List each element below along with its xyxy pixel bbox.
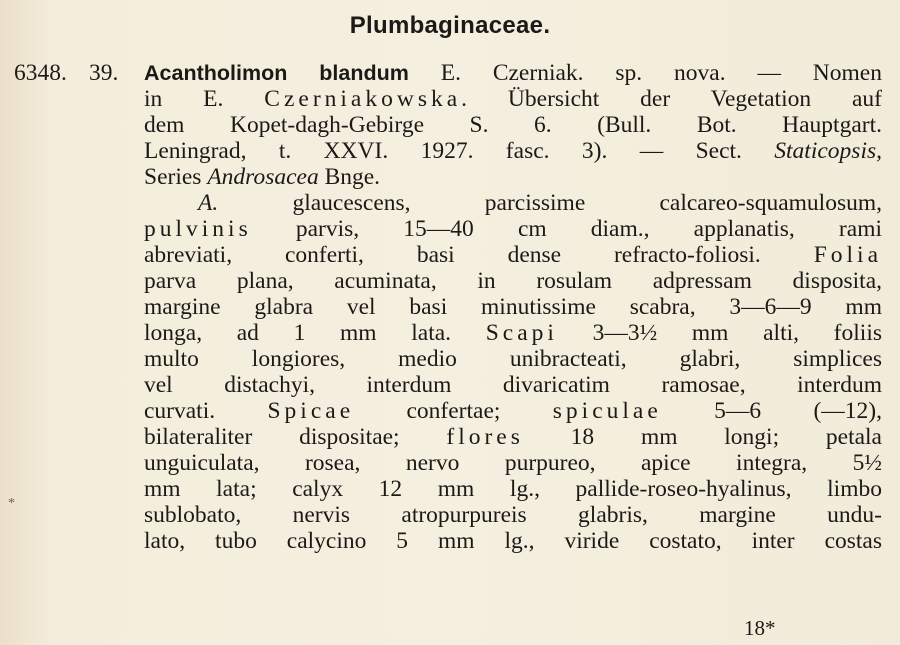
text-line-3: dem Kopet-dagh-Gebirge S. 6. (Bull. Bot. Hauptgart. xyxy=(144,112,882,138)
text-span: 3—3½ mm alti, foliis xyxy=(557,320,882,346)
text-span: glaucescens, parcissime calcareo-squamulosum, xyxy=(218,190,882,216)
text-line-11 xyxy=(144,320,882,346)
text-span: in E. xyxy=(144,86,265,112)
species-name: Acantholimon blandum xyxy=(144,61,409,85)
text-span: Leningrad, t. XXVI. 1927. fasc. 3). — Sect. xyxy=(144,138,775,164)
text-span: curvati. xyxy=(144,398,268,424)
text-line-18: sublobato, nervis atropurpureis glabris, margine undu- xyxy=(144,502,882,528)
text-line-1 xyxy=(144,60,882,86)
spaced-term: Spicae xyxy=(267,398,355,424)
text-line-6 xyxy=(198,190,882,216)
page-title: Plumbaginaceae. xyxy=(349,12,551,39)
text-line-13: vel distachyi, interdum divaricatim ramosae, interdum xyxy=(144,372,882,398)
genus-abbrev: A. xyxy=(198,190,219,216)
text-line-2 xyxy=(144,86,882,112)
spaced-term: Folia xyxy=(813,242,882,268)
text-span: 5—6 (—12), xyxy=(661,398,882,424)
text-line-9: parva plana, acuminata, in rosulam adpressam disposita, xyxy=(144,268,882,294)
series-name: Androsacea xyxy=(207,164,319,190)
text-line-15 xyxy=(144,424,882,450)
text-line-19: lato, tubo calycino 5 mm lg., viride costato, inter costas xyxy=(144,528,882,554)
text-line-16: unguiculata, rosea, nervo purpureo, apice integra, 5½ xyxy=(144,450,882,476)
text-span: Series xyxy=(144,164,208,190)
text-span: longa, ad 1 mm lata. xyxy=(144,320,486,346)
margin-mark: * xyxy=(8,496,15,511)
text-line-17: mm lata; calyx 12 mm lg., pallide-roseo-hyalinus, limbo xyxy=(144,476,882,502)
text-line-7 xyxy=(144,216,882,242)
text-span: bilateraliter dispositae; xyxy=(144,424,447,450)
text-line-5 xyxy=(144,164,882,190)
text-line-8 xyxy=(144,242,882,268)
text-line-14 xyxy=(144,398,882,424)
text-span: confertae; xyxy=(354,398,553,424)
page-number: 18* xyxy=(744,616,776,640)
text-span: Bnge. xyxy=(318,164,381,190)
entry-serial: 39. xyxy=(89,60,119,86)
text-span: E. Czerniak. sp. nova. — Nomen xyxy=(408,60,882,86)
text-span: 18 mm longi; petala xyxy=(523,424,882,450)
text-span: parvis, 15—40 cm diam., applanatis, rami xyxy=(251,216,882,242)
text-span: . Übersicht der Vegetation auf xyxy=(461,86,882,112)
entry-number: 6348. xyxy=(14,60,67,86)
text-line-12: multo longiores, medio unibracteati, glabri, simplices xyxy=(144,346,882,372)
spaced-term: Scapi xyxy=(485,320,558,346)
spaced-term: flores xyxy=(446,424,524,450)
spaced-term: spiculae xyxy=(552,398,662,424)
author-name: Czerniakowska xyxy=(264,86,462,112)
text-line-10: margine glabra vel basi minutissime scabra, 3—6—9 mm xyxy=(144,294,882,320)
text-line-4 xyxy=(144,138,882,164)
text-span: abreviati, conferti, basi dense refracto-foliosi. xyxy=(144,242,814,268)
section-name: Staticopsis, xyxy=(774,138,882,164)
spaced-term: pulvinis xyxy=(144,216,252,242)
